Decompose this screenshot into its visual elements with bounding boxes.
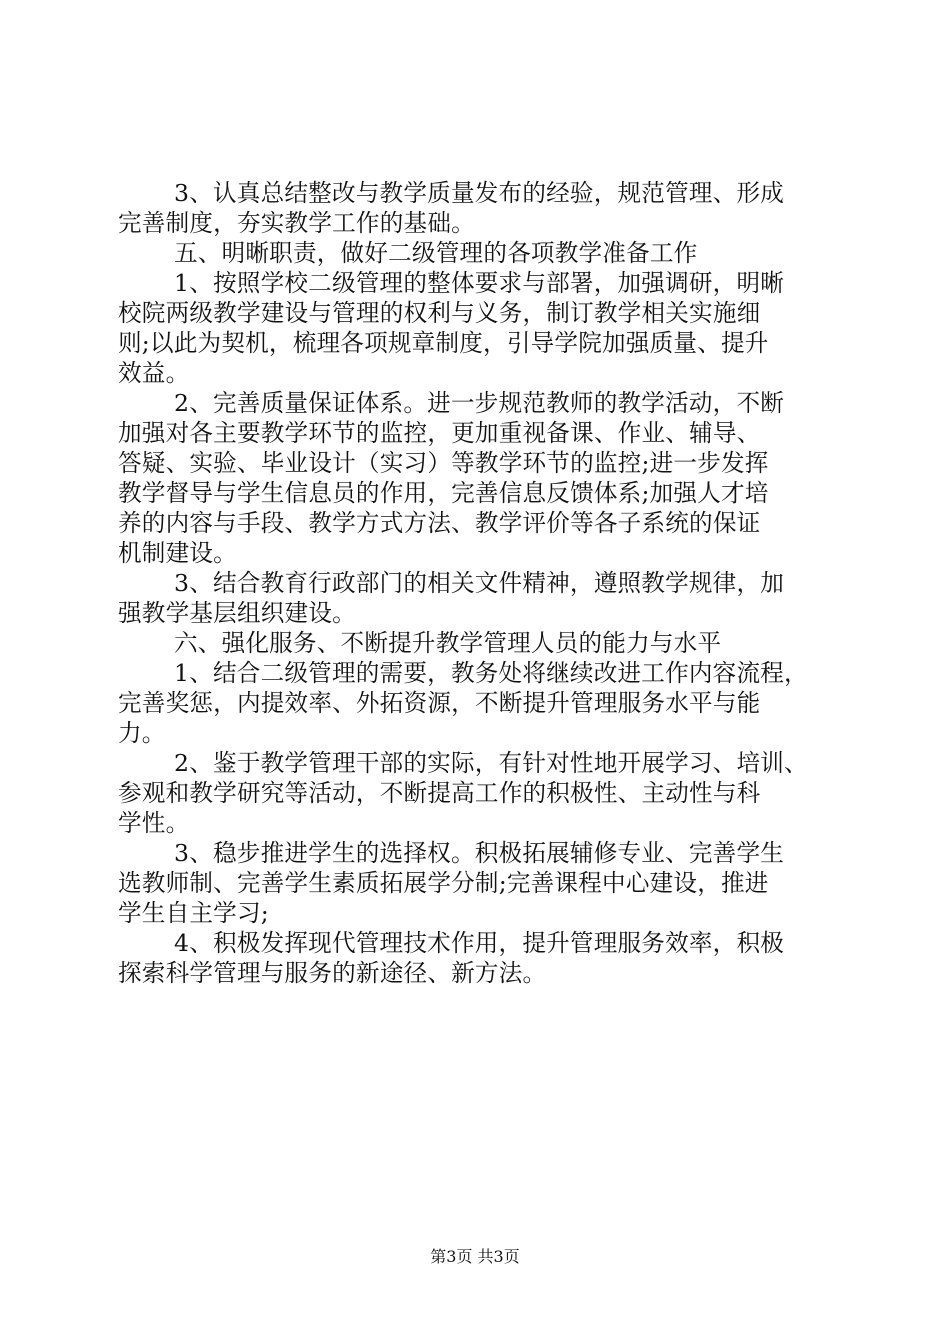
- body-line: 参观和教学研究等活动，不断提高工作的积极性、主动性与科: [118, 779, 761, 807]
- body-line: 完善制度，夯实教学工作的基础。: [118, 209, 475, 237]
- body-line: 3、结合教育行政部门的相关文件精神，遵照教学规律，加: [174, 569, 785, 597]
- body-line: 加强对各主要教学环节的监控，更加重视备课、作业、辅导、: [118, 419, 761, 447]
- body-line: 3、稳步推进学生的选择权。积极拓展辅修专业、完善学生: [174, 839, 785, 867]
- body-line: 机制建设。: [118, 539, 237, 567]
- body-line: 选教师制、完善学生素质拓展学分制;完善课程中心建设，推进: [118, 869, 769, 897]
- body-line: 1、结合二级管理的需要，教务处将继续改进工作内容流程，: [174, 659, 808, 687]
- body-line: 则;以此为契机，梳理各项规章制度，引导学院加强质量、提升: [118, 329, 769, 357]
- body-line: 4、积极发挥现代管理技术作用，提升管理服务效率，积极: [174, 929, 785, 957]
- body-line: 养的内容与手段、教学方式方法、教学评价等各子系统的保证: [118, 509, 761, 537]
- section-heading: 五、明晰职责，做好二级管理的各项教学准备工作: [174, 239, 698, 267]
- body-line: 强教学基层组织建设。: [118, 599, 356, 627]
- document-body: [118, 178, 834, 988]
- body-line: 力。: [118, 719, 166, 747]
- body-line: 完善奖惩，内提效率、外拓资源，不断提升管理服务水平与能: [118, 689, 761, 717]
- body-line: 校院两级教学建设与管理的权利与义务，制订教学相关实施细: [118, 299, 761, 327]
- body-line: 2、完善质量保证体系。进一步规范教师的教学活动，不断: [174, 389, 785, 417]
- body-line: 效益。: [118, 359, 190, 387]
- body-line: 2、鉴于教学管理干部的实际，有针对性地开展学习、培训、: [174, 749, 808, 777]
- section-heading: 六、强化服务、不断提升教学管理人员的能力与水平: [174, 629, 722, 657]
- body-line: 探索科学管理与服务的新途径、新方法。: [118, 959, 547, 987]
- body-line: 答疑、实验、毕业设计（实习）等教学环节的监控;进一步发挥: [118, 449, 769, 477]
- body-line: 1、按照学校二级管理的整体要求与部署，加强调研，明晰: [174, 269, 785, 297]
- body-line: 3、认真总结整改与教学质量发布的经验，规范管理、形成: [174, 179, 785, 207]
- body-line: 教学督导与学生信息员的作用，完善信息反馈体系;加强人才培: [118, 479, 769, 507]
- body-line: 学生自主学习;: [118, 899, 269, 927]
- body-line: 学性。: [118, 809, 190, 837]
- page-footer: 第3页 共3页: [430, 1247, 520, 1266]
